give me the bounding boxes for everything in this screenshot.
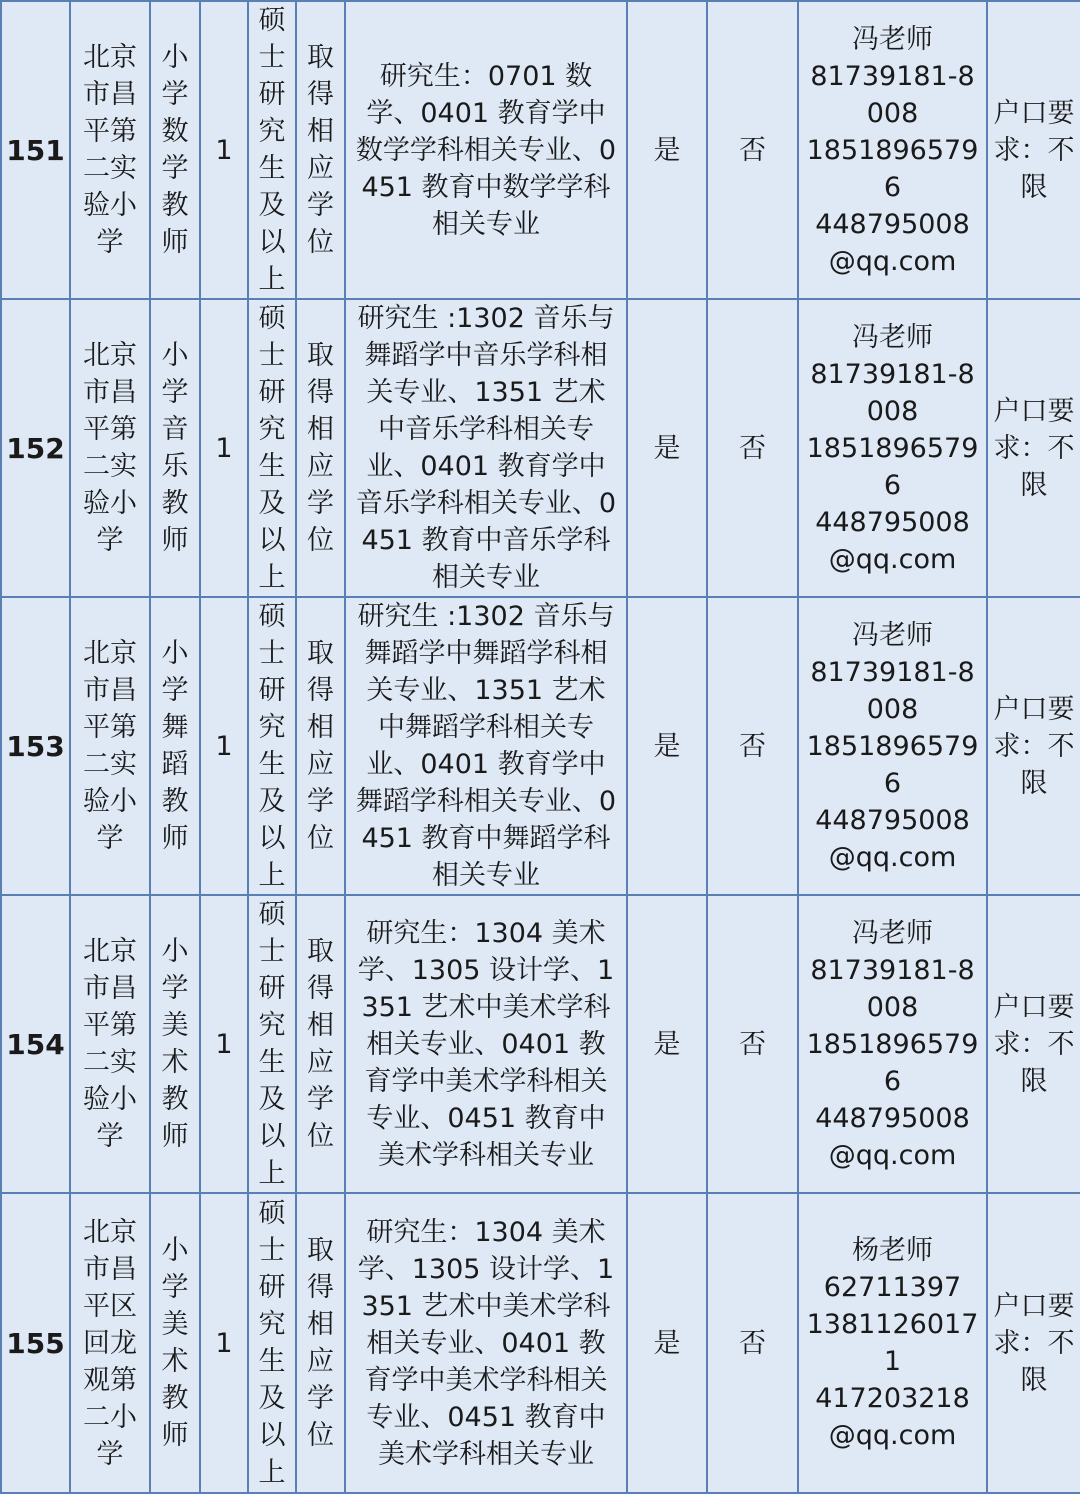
contact-name: 冯老师 (852, 619, 933, 651)
position-title: 小学舞蹈教师 (150, 597, 200, 895)
no-cell: 否 (707, 597, 798, 895)
education-requirement: 硕士研究生及以上 (248, 597, 296, 895)
contact-info (798, 1193, 987, 1493)
hiring-count: 1 (200, 597, 248, 895)
major-requirement: 研究生 :1302 音乐与舞蹈学中舞蹈学科相关专业、1351 艺术中舞蹈学科相关专业、0401 教育学中舞蹈学科相关专业、0451 教育中舞蹈学科相关专业 (345, 597, 627, 895)
position-number: 152 (1, 299, 70, 597)
remark: 户口要求：不限 (987, 597, 1080, 895)
yes-cell: 是 (627, 895, 707, 1193)
contact-name: 冯老师 (852, 321, 933, 353)
education-requirement: 硕士研究生及以上 (248, 1193, 296, 1493)
contact-phone-2: 18518965796 (806, 1028, 979, 1097)
school-name: 北京市昌平第二实验小学 (70, 299, 150, 597)
no-cell: 否 (707, 1193, 798, 1493)
contact-info (798, 895, 987, 1193)
hiring-count: 1 (200, 895, 248, 1193)
contact-info (798, 597, 987, 895)
contact-phone-1: 81739181-8008 (810, 358, 975, 427)
no-cell: 否 (707, 895, 798, 1193)
contact-phone-1: 81739181-8008 (810, 656, 975, 725)
table-row (1, 597, 1080, 895)
education-requirement: 硕士研究生及以上 (248, 1, 296, 299)
hiring-count: 1 (200, 1193, 248, 1493)
contact-phone-1: 81739181-8008 (810, 954, 975, 1023)
contact-name: 杨老师 (852, 1235, 933, 1266)
contact-info (798, 1, 987, 299)
hiring-count: 1 (200, 1, 248, 299)
contact-phone-2: 13811260171 (806, 1309, 979, 1377)
contact-phone-1: 81739181-8008 (810, 60, 975, 129)
yes-cell: 是 (627, 1, 707, 299)
position-title: 小学数学教师 (150, 1, 200, 299)
yes-cell: 是 (627, 1193, 707, 1493)
education-requirement: 硕士研究生及以上 (248, 895, 296, 1193)
school-name: 北京市昌平第二实验小学 (70, 1, 150, 299)
position-title: 小学音乐教师 (150, 299, 200, 597)
remark: 户口要求：不限 (987, 1193, 1080, 1493)
remark: 户口要求：不限 (987, 299, 1080, 597)
major-requirement: 研究生：1304 美术学、1305 设计学、1351 艺术中美术学科相关专业、0401 教育学中美术学科相关专业、0451 教育中美术学科相关专业 (345, 1193, 627, 1493)
education-requirement: 硕士研究生及以上 (248, 299, 296, 597)
table-row (1, 1193, 1080, 1493)
table-row (1, 1, 1080, 299)
yes-cell: 是 (627, 597, 707, 895)
remark: 户口要求：不限 (987, 895, 1080, 1193)
school-name: 北京市昌平第二实验小学 (70, 895, 150, 1193)
degree-requirement: 取得相应学位 (296, 895, 345, 1193)
contact-info (798, 299, 987, 597)
contact-name: 冯老师 (852, 917, 933, 949)
contact-email: 448795008@qq.com (815, 208, 970, 277)
contact-phone-1: 62711397 (823, 1272, 962, 1303)
table-row (1, 299, 1080, 597)
table-row (1, 895, 1080, 1193)
hiring-count: 1 (200, 299, 248, 597)
yes-cell: 是 (627, 299, 707, 597)
no-cell: 否 (707, 299, 798, 597)
major-requirement: 研究生：0701 数学、0401 教育学中数学学科相关专业、0451 教育中数学学科相关专业 (345, 1, 627, 299)
position-title: 小学美术教师 (150, 1193, 200, 1493)
degree-requirement: 取得相应学位 (296, 299, 345, 597)
position-number: 151 (1, 1, 70, 299)
position-number: 155 (1, 1193, 70, 1493)
major-requirement: 研究生：1304 美术学、1305 设计学、1351 艺术中美术学科相关专业、0401 教育学中美术学科相关专业、0451 教育中美术学科相关专业 (345, 895, 627, 1193)
contact-email: 448795008@qq.com (815, 804, 970, 873)
contact-email: 448795008@qq.com (815, 1102, 970, 1171)
position-number: 154 (1, 895, 70, 1193)
major-requirement: 研究生 :1302 音乐与舞蹈学中音乐学科相关专业、1351 艺术中音乐学科相关专业、0401 教育学中音乐学科相关专业、0451 教育中音乐学科相关专业 (345, 299, 627, 597)
contact-phone-2: 18518965796 (806, 432, 979, 501)
contact-email: 417203218@qq.com (815, 1383, 970, 1451)
degree-requirement: 取得相应学位 (296, 1193, 345, 1493)
position-title: 小学美术教师 (150, 895, 200, 1193)
contact-email: 448795008@qq.com (815, 506, 970, 575)
remark: 户口要求：不限 (987, 1, 1080, 299)
school-name: 北京市昌平区回龙观第二小学 (70, 1193, 150, 1493)
degree-requirement: 取得相应学位 (296, 1, 345, 299)
degree-requirement: 取得相应学位 (296, 597, 345, 895)
school-name: 北京市昌平第二实验小学 (70, 597, 150, 895)
contact-phone-2: 18518965796 (806, 134, 979, 203)
position-number: 153 (1, 597, 70, 895)
contact-phone-2: 18518965796 (806, 730, 979, 799)
no-cell: 否 (707, 1, 798, 299)
contact-name: 冯老师 (852, 23, 933, 55)
